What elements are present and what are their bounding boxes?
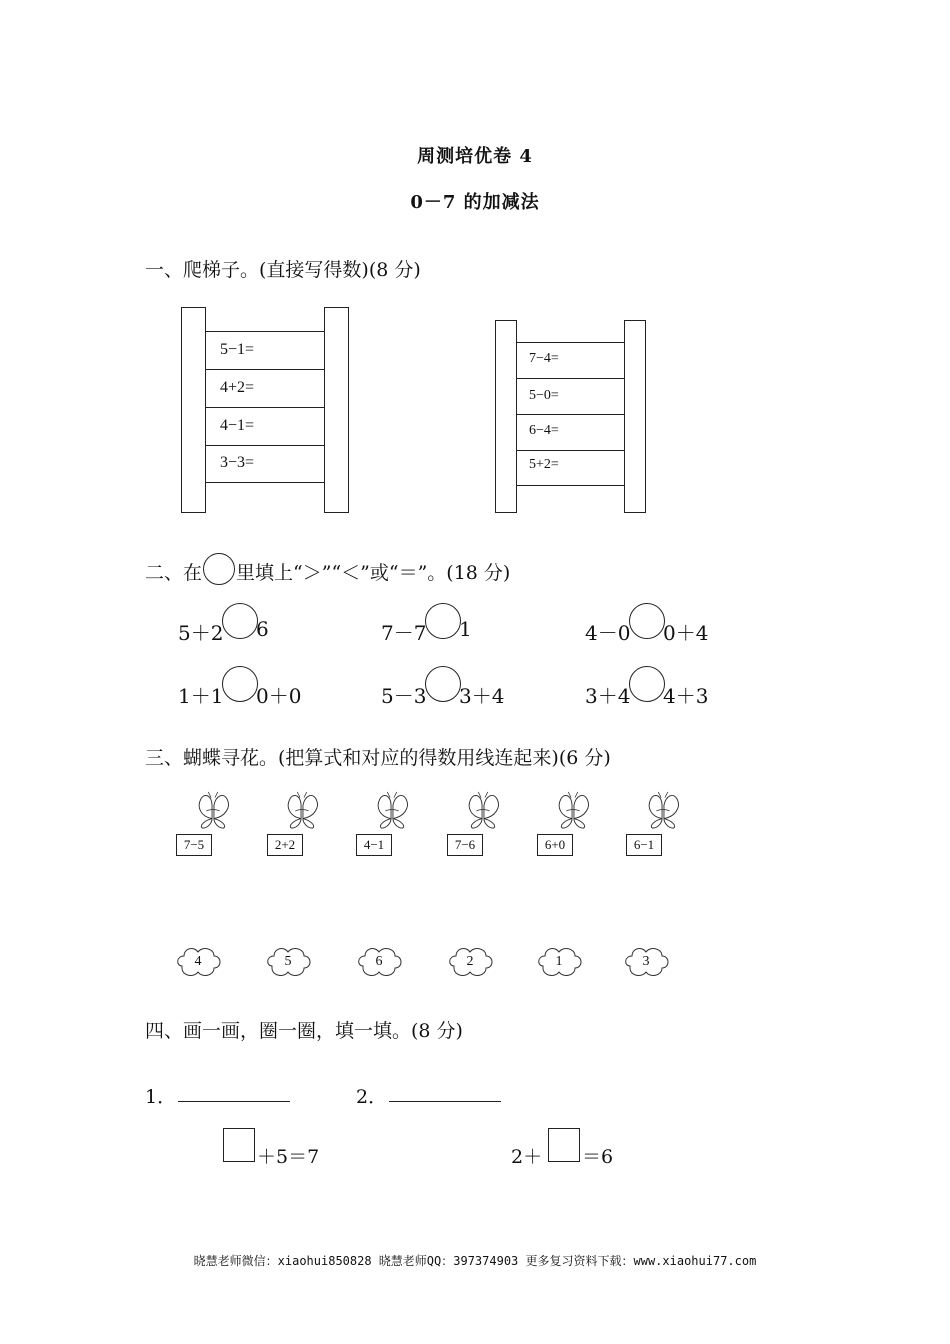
q2-answer-line[interactable] (389, 1101, 501, 1102)
flower-answer[interactable] (622, 944, 670, 980)
compare-left: 5－3 (381, 684, 427, 708)
q2-suffix: ＝6 (582, 1146, 614, 1168)
flower-answer[interactable] (535, 944, 583, 980)
q2-label: 2． (356, 1086, 388, 1108)
section1-heading: 一、爬梯子。(直接写得数)(8 分) (145, 259, 421, 281)
compare-circle[interactable] (629, 603, 665, 639)
ladder-item: 7−4= (529, 351, 559, 366)
flower-number: 6 (375, 954, 383, 969)
flower-number: 5 (284, 954, 292, 969)
compare-circle[interactable] (425, 666, 461, 702)
flower-answer[interactable] (264, 944, 312, 980)
compare-left: 7－7 (381, 621, 427, 645)
ladder-rail (495, 320, 517, 513)
compare-left: 1＋1 (178, 684, 224, 708)
ladder-rung (517, 378, 624, 379)
ladder-item: 6−4= (529, 423, 559, 438)
ladder-rung (517, 342, 624, 343)
flower-number: 2 (466, 954, 474, 969)
ladder-item: 5−1= (220, 341, 255, 358)
ladder-rail (181, 307, 206, 513)
flower-number: 3 (642, 954, 650, 969)
compare-right: 4＋3 (663, 684, 709, 708)
flower-answer[interactable] (355, 944, 403, 980)
compare-circle[interactable] (629, 666, 665, 702)
ladder-item: 5−0= (529, 388, 559, 403)
butterfly-card[interactable]: 2+2 (267, 834, 303, 856)
section4-heading: 四、画一画，圈一圈，填一填。(8 分) (145, 1020, 463, 1042)
ladder-item: 5+2= (529, 457, 559, 472)
section2-heading (145, 553, 510, 585)
compare-right: 0＋0 (256, 684, 302, 708)
flower-number: 1 (555, 954, 563, 969)
butterfly-card[interactable]: 6+0 (537, 834, 573, 856)
compare-right: 0＋4 (663, 621, 709, 645)
section3-heading: 三、蝴蝶寻花。(把算式和对应的得数用线连起来)(6 分) (145, 747, 611, 769)
butterfly-card[interactable]: 7−5 (176, 834, 212, 856)
ladder-rail (324, 307, 349, 513)
butterfly-icon (279, 790, 325, 830)
compare-circle[interactable] (222, 666, 258, 702)
butterfly-icon (190, 790, 236, 830)
ladder-rung (206, 369, 324, 370)
page-subtitle: 0－7 的加减法 (410, 192, 540, 213)
q2-prefix: 2＋ (511, 1146, 543, 1168)
compare-left: 4－0 (585, 621, 631, 645)
ladder-rung (517, 414, 624, 415)
footer-text: 晓慧老师微信：xiaohui850828 晓慧老师QQ：397374903 更多复习资料下载：www.xiaohui77.com (193, 1254, 757, 1268)
compare-left: 5＋2 (178, 621, 224, 645)
section2-heading-prefix: 二、在 (145, 562, 203, 584)
ladder-rail (624, 320, 646, 513)
flower-number: 4 (194, 954, 202, 969)
q1-equation: ＋5＝7 (257, 1146, 320, 1168)
ladder-rung (206, 445, 324, 446)
compare-right: 3＋4 (459, 684, 505, 708)
ladder-item: 4+2= (220, 379, 255, 396)
q2-box[interactable] (548, 1128, 580, 1162)
compare-left: 3＋4 (585, 684, 631, 708)
ladder-item: 3−3= (220, 454, 255, 471)
q1-answer-line[interactable] (178, 1101, 290, 1102)
q1-box[interactable] (223, 1128, 255, 1162)
butterfly-card[interactable]: 4−1 (356, 834, 392, 856)
compare-right: 6 (256, 617, 269, 641)
flower-answer[interactable] (174, 944, 222, 980)
circle-icon (203, 553, 235, 585)
ladder-rung (206, 331, 324, 332)
ladder-rung (206, 407, 324, 408)
ladder-rung (517, 485, 624, 486)
ladder-rung (517, 450, 624, 451)
ladder-item: 4−1= (220, 417, 255, 434)
compare-circle[interactable] (425, 603, 461, 639)
compare-right: 1 (459, 617, 472, 641)
ladder-rung (206, 482, 324, 483)
flower-answer[interactable] (446, 944, 494, 980)
butterfly-card[interactable]: 7−6 (447, 834, 483, 856)
page-title: 周测培优卷 4 (417, 146, 533, 167)
butterfly-icon (369, 790, 415, 830)
butterfly-icon (550, 790, 596, 830)
section2-heading-suffix: 里填上“＞”“＜”或“＝”。(18 分) (236, 562, 511, 584)
butterfly-icon (640, 790, 686, 830)
q1-label: 1． (145, 1086, 177, 1108)
butterfly-icon (460, 790, 506, 830)
butterfly-card[interactable]: 6−1 (626, 834, 662, 856)
compare-circle[interactable] (222, 603, 258, 639)
